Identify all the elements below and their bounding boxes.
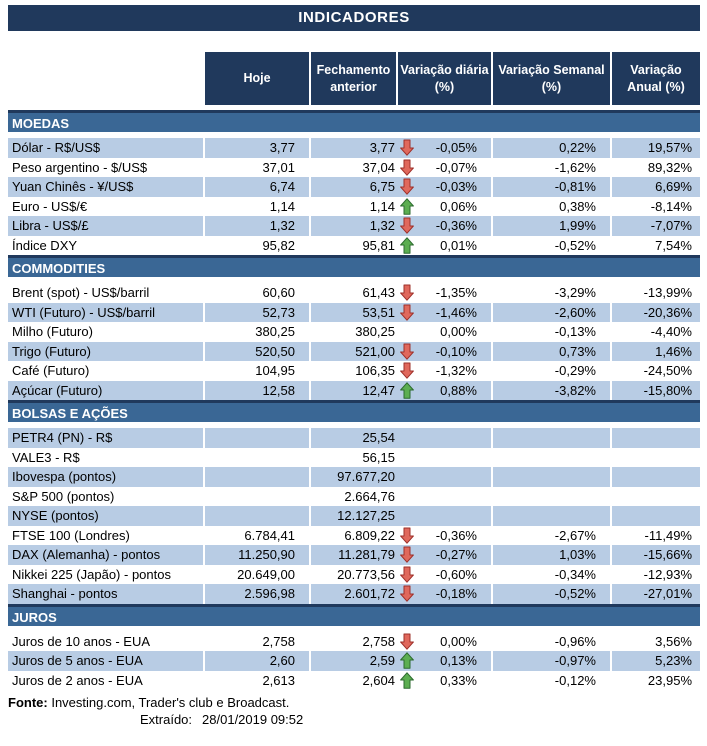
cell-variacao-anual (612, 487, 700, 507)
cell-variacao-anual: 7,54% (655, 237, 692, 253)
cell-variacao-semanal: 0,73% (493, 342, 610, 362)
up-arrow-icon (400, 237, 414, 254)
up-arrow-icon (400, 198, 414, 215)
cell-hoje: 12,58 (205, 381, 309, 401)
cell-indicator-label: WTI (Futuro) - US$/barril (8, 303, 203, 323)
cell-variacao-anual (612, 448, 700, 468)
cell-variacao-semanal: -3,82% (493, 381, 610, 401)
down-arrow-icon (400, 546, 414, 563)
cell-fechamento: 97.677,20 (311, 467, 398, 487)
cell-variacao-diaria (398, 177, 491, 197)
cell-fechamento: 1,32 (311, 216, 398, 236)
section-header-label: JUROS (12, 609, 57, 625)
section-rows (8, 632, 700, 691)
cell-variacao-diaria (398, 361, 491, 381)
cell-variacao-diaria-value: 0,00% (440, 324, 477, 339)
table-row (8, 487, 700, 507)
cell-fechamento: 25,54 (311, 428, 398, 448)
cell-variacao-semanal: 1,99% (493, 216, 610, 236)
table-row (8, 526, 700, 546)
cell-variacao-diaria (398, 216, 491, 236)
cell-indicator-label: VALE3 - R$ (12, 449, 80, 465)
cell-variacao-diaria-value: 0,01% (440, 237, 477, 253)
cell-variacao-diaria (398, 322, 491, 342)
cell-variacao-diaria (398, 565, 491, 585)
table-section (8, 604, 700, 691)
table-section (8, 400, 700, 604)
cell-variacao-anual: -20,36% (612, 303, 700, 323)
cell-fechamento: 12.127,25 (311, 506, 398, 526)
column-header-spacer (8, 52, 205, 105)
cell-variacao-anual: 6,69% (612, 177, 700, 197)
cell-variacao-semanal: -0,34% (554, 566, 596, 582)
cell-indicator-label: FTSE 100 (Londres) (12, 527, 130, 543)
down-arrow-icon (400, 159, 414, 176)
up-arrow-icon (400, 652, 414, 669)
up-arrow-icon (400, 382, 414, 399)
down-arrow-icon (400, 362, 414, 379)
source-label: Fonte: (8, 695, 48, 710)
cell-variacao-diaria-value: 0,13% (440, 653, 477, 668)
extraction-timestamp (8, 711, 700, 728)
cell-indicator-label: Café (Futuro) (12, 363, 90, 378)
cell-hoje: 1,14 (269, 198, 295, 214)
cell-variacao-diaria (398, 487, 491, 507)
cell-variacao-diaria (398, 138, 491, 158)
cell-hoje: 20.649,00 (237, 566, 295, 582)
cell-hoje: 1,32 (205, 216, 309, 236)
cell-variacao-semanal: 1,03% (493, 545, 610, 565)
cell-indicator-label: Peso argentino - $/US$ (12, 159, 148, 175)
cell-variacao-diaria-value: 0,00% (440, 633, 477, 649)
cell-indicator-label: PETR4 (PN) - R$ (8, 428, 203, 448)
source-note (8, 694, 700, 711)
cell-variacao-anual: -13,99% (643, 285, 692, 300)
cell-hoje (205, 448, 309, 468)
column-header-variacao-diaria: Variação diária (%) (398, 52, 491, 105)
cell-fechamento: 37,04 (362, 159, 395, 175)
cell-variacao-semanal: -0,52% (493, 584, 610, 604)
cell-variacao-diaria-value: -0,36% (435, 527, 477, 543)
cell-variacao-diaria (398, 651, 491, 671)
cell-indicator-label: NYSE (pontos) (8, 506, 203, 526)
cell-hoje: 2,613 (262, 672, 295, 688)
cell-indicator-label: S&P 500 (pontos) (12, 488, 115, 504)
cell-variacao-diaria-value: -0,03% (435, 179, 477, 194)
cell-variacao-diaria-value: -0,07% (435, 159, 477, 175)
cell-fechamento: 95,81 (362, 237, 395, 253)
cell-variacao-diaria (398, 283, 491, 303)
cell-variacao-diaria-value: -0,18% (435, 586, 477, 601)
table-row (8, 342, 700, 362)
table-row (8, 216, 700, 236)
cell-fechamento: 2.664,76 (344, 488, 395, 504)
cell-variacao-anual: -15,80% (612, 381, 700, 401)
table-row (8, 381, 700, 401)
cell-indicator-label: Milho (Futuro) (12, 324, 93, 339)
down-arrow-icon (400, 178, 414, 195)
cell-variacao-semanal: -0,96% (554, 633, 596, 649)
table-row (8, 283, 700, 303)
cell-variacao-diaria-value: -0,36% (435, 218, 477, 233)
table-row (8, 565, 700, 585)
cell-hoje: 2.596,98 (205, 584, 309, 604)
cell-fechamento: 20.773,56 (337, 566, 395, 582)
cell-hoje: 60,60 (262, 285, 295, 300)
section-header-label: BOLSAS E AÇÕES (12, 406, 128, 421)
cell-variacao-diaria (398, 428, 491, 448)
cell-variacao-anual (612, 467, 700, 487)
cell-fechamento: 2,604 (362, 672, 395, 688)
cell-variacao-diaria (398, 197, 491, 217)
cell-variacao-anual: -24,50% (643, 363, 692, 378)
table-row (8, 506, 700, 526)
cell-variacao-semanal: -0,13% (554, 324, 596, 339)
down-arrow-icon (400, 585, 414, 602)
cell-variacao-anual: -4,40% (650, 324, 692, 339)
table-row (8, 632, 700, 652)
cell-variacao-anual: -12,93% (643, 566, 692, 582)
cell-fechamento: 56,15 (362, 449, 395, 465)
section-rows (8, 283, 700, 400)
extraction-value: 28/01/2019 09:52 (202, 712, 304, 727)
cell-variacao-anual: 1,46% (612, 342, 700, 362)
cell-indicator-label: Shanghai - pontos (8, 584, 203, 604)
cell-fechamento: 11.281,79 (311, 545, 398, 565)
cell-variacao-semanal (493, 506, 610, 526)
cell-fechamento: 106,35 (355, 363, 395, 378)
cell-indicator-label: Juros de 10 anos - EUA (12, 633, 151, 649)
report-title: INDICADORES (8, 5, 700, 31)
down-arrow-icon (400, 139, 414, 156)
cell-indicator-label: Índice DXY (12, 237, 78, 253)
table-row (8, 584, 700, 604)
cell-hoje: 6.784,41 (244, 527, 295, 543)
cell-variacao-diaria (398, 467, 491, 487)
down-arrow-icon (400, 566, 414, 583)
cell-variacao-semanal: -0,97% (493, 651, 610, 671)
cell-indicator-label: DAX (Alemanha) - pontos (8, 545, 203, 565)
cell-hoje: 11.250,90 (205, 545, 309, 565)
cell-hoje (205, 428, 309, 448)
cell-variacao-semanal: -2,60% (493, 303, 610, 323)
section-header-label: COMMODITIES (12, 261, 106, 276)
cell-hoje: 2,60 (205, 651, 309, 671)
cell-hoje: 380,25 (255, 324, 295, 339)
table-row (8, 448, 700, 468)
cell-variacao-semanal: -3,29% (554, 285, 596, 300)
cell-variacao-semanal: -2,67% (554, 527, 596, 543)
cell-variacao-anual: 19,57% (612, 138, 700, 158)
cell-variacao-diaria-value: -0,05% (435, 140, 477, 155)
cell-variacao-diaria (398, 545, 491, 565)
cell-hoje: 3,77 (205, 138, 309, 158)
cell-variacao-anual: -15,66% (612, 545, 700, 565)
cell-variacao-diaria-value: -1,32% (435, 363, 477, 378)
source-text: Investing.com, Trader's club e Broadcast. (47, 695, 290, 710)
cell-indicator-label: Juros de 2 anos - EUA (12, 672, 143, 688)
down-arrow-icon (400, 304, 414, 321)
cell-variacao-anual: 23,95% (647, 672, 692, 688)
table-section (8, 110, 700, 255)
cell-variacao-anual (612, 506, 700, 526)
cell-hoje: 6,74 (205, 177, 309, 197)
cell-variacao-diaria-value: -1,35% (435, 285, 477, 300)
table-row (8, 428, 700, 448)
cell-fechamento: 3,77 (311, 138, 398, 158)
cell-variacao-semanal (493, 467, 610, 487)
section-header-label: MOEDAS (12, 116, 70, 131)
cell-variacao-anual: -27,01% (612, 584, 700, 604)
cell-variacao-anual: -11,49% (644, 527, 692, 543)
up-arrow-icon (400, 672, 414, 689)
cell-indicator-label: Açúcar (Futuro) (8, 381, 203, 401)
table-row (8, 177, 700, 197)
cell-variacao-diaria (398, 342, 491, 362)
cell-variacao-anual (612, 428, 700, 448)
table-body (8, 110, 700, 690)
down-arrow-icon (400, 343, 414, 360)
cell-fechamento: 53,51 (311, 303, 398, 323)
column-header-row (8, 52, 700, 105)
cell-fechamento: 2,59 (311, 651, 398, 671)
cell-indicator-label: Juros de 5 anos - EUA (8, 651, 203, 671)
cell-indicator-label: Euro - US$/€ (12, 198, 88, 214)
section-rows (8, 428, 700, 604)
cell-variacao-diaria (398, 303, 491, 323)
cell-variacao-diaria-value: 0,88% (440, 382, 477, 398)
down-arrow-icon (400, 217, 414, 234)
cell-variacao-semanal: 0,38% (559, 198, 596, 214)
table-row (8, 671, 700, 691)
cell-variacao-semanal (493, 428, 610, 448)
cell-indicator-label: Libra - US$/£ (8, 216, 203, 236)
cell-variacao-semanal: 0,22% (493, 138, 610, 158)
cell-variacao-diaria (398, 506, 491, 526)
cell-variacao-diaria-value: -0,27% (435, 547, 477, 562)
cell-indicator-label: Brent (spot) - US$/barril (12, 285, 150, 300)
report-footer (8, 694, 700, 728)
cell-fechamento: 61,43 (362, 285, 395, 300)
cell-variacao-anual: -8,14% (650, 198, 692, 214)
cell-hoje: 2,758 (262, 633, 295, 649)
table-row (8, 651, 700, 671)
cell-fechamento: 1,14 (369, 198, 395, 214)
cell-variacao-diaria (398, 526, 491, 546)
cell-variacao-diaria (398, 448, 491, 468)
column-header-variacao-anual: Variação Anual (%) (612, 52, 700, 105)
cell-indicator-label: Dólar - R$/US$ (8, 138, 203, 158)
cell-variacao-diaria-value: -1,46% (435, 304, 477, 320)
cell-hoje: 95,82 (262, 237, 295, 253)
cell-variacao-diaria-value: -0,60% (435, 566, 477, 582)
cell-hoje: 520,50 (205, 342, 309, 362)
cell-fechamento: 6.809,22 (344, 527, 395, 543)
table-row (8, 303, 700, 323)
cell-hoje (205, 506, 309, 526)
cell-variacao-diaria-value: 0,06% (440, 198, 477, 214)
extraction-label: Extraído: (140, 712, 193, 727)
cell-fechamento: 521,00 (311, 342, 398, 362)
cell-hoje (205, 487, 309, 507)
cell-indicator-label: Trigo (Futuro) (8, 342, 203, 362)
cell-variacao-anual: 3,56% (655, 633, 692, 649)
cell-fechamento: 12,47 (311, 381, 398, 401)
cell-fechamento: 380,25 (355, 324, 395, 339)
cell-variacao-diaria (398, 158, 491, 178)
cell-variacao-diaria-value: 0,33% (440, 672, 477, 688)
cell-variacao-semanal: -0,52% (554, 237, 596, 253)
table-row (8, 236, 700, 256)
cell-variacao-semanal (493, 487, 610, 507)
table-row (8, 545, 700, 565)
cell-variacao-semanal: -0,29% (554, 363, 596, 378)
cell-variacao-diaria-value: -0,10% (435, 343, 477, 359)
cell-fechamento: 6,75 (311, 177, 398, 197)
cell-variacao-semanal (493, 448, 610, 468)
section-header (8, 110, 700, 132)
cell-variacao-semanal: -0,81% (493, 177, 610, 197)
cell-indicator-label: Ibovespa (pontos) (8, 467, 203, 487)
table-row (8, 361, 700, 381)
section-header (8, 604, 700, 626)
column-header-fechamento: Fechamento anterior (311, 52, 396, 105)
table-row (8, 158, 700, 178)
cell-fechamento: 2,758 (362, 633, 395, 649)
cell-fechamento: 2.601,72 (311, 584, 398, 604)
cell-indicator-label: Yuan Chinês - ¥/US$ (8, 177, 203, 197)
cell-indicator-label: Nikkei 225 (Japão) - pontos (12, 566, 171, 582)
cell-hoje: 37,01 (262, 159, 295, 175)
section-header (8, 255, 700, 277)
table-row (8, 467, 700, 487)
column-header-variacao-semanal: Variação Semanal (%) (493, 52, 610, 105)
table-row (8, 138, 700, 158)
cell-variacao-diaria (398, 671, 491, 691)
cell-variacao-semanal: -0,12% (554, 672, 596, 688)
down-arrow-icon (400, 633, 414, 650)
cell-hoje: 104,95 (255, 363, 295, 378)
cell-variacao-diaria (398, 632, 491, 652)
cell-hoje (205, 467, 309, 487)
cell-variacao-diaria (398, 381, 491, 401)
cell-variacao-anual: 5,23% (612, 651, 700, 671)
cell-variacao-diaria (398, 584, 491, 604)
table-row (8, 197, 700, 217)
column-header-hoje: Hoje (205, 52, 309, 105)
cell-variacao-semanal: -1,62% (554, 159, 596, 175)
cell-variacao-anual: 89,32% (647, 159, 692, 175)
section-rows (8, 138, 700, 255)
cell-hoje: 52,73 (205, 303, 309, 323)
table-section (8, 255, 700, 400)
down-arrow-icon (400, 527, 414, 544)
cell-variacao-diaria (398, 236, 491, 256)
cell-variacao-anual: -7,07% (612, 216, 700, 236)
table-row (8, 322, 700, 342)
section-header (8, 400, 700, 422)
down-arrow-icon (400, 284, 414, 301)
